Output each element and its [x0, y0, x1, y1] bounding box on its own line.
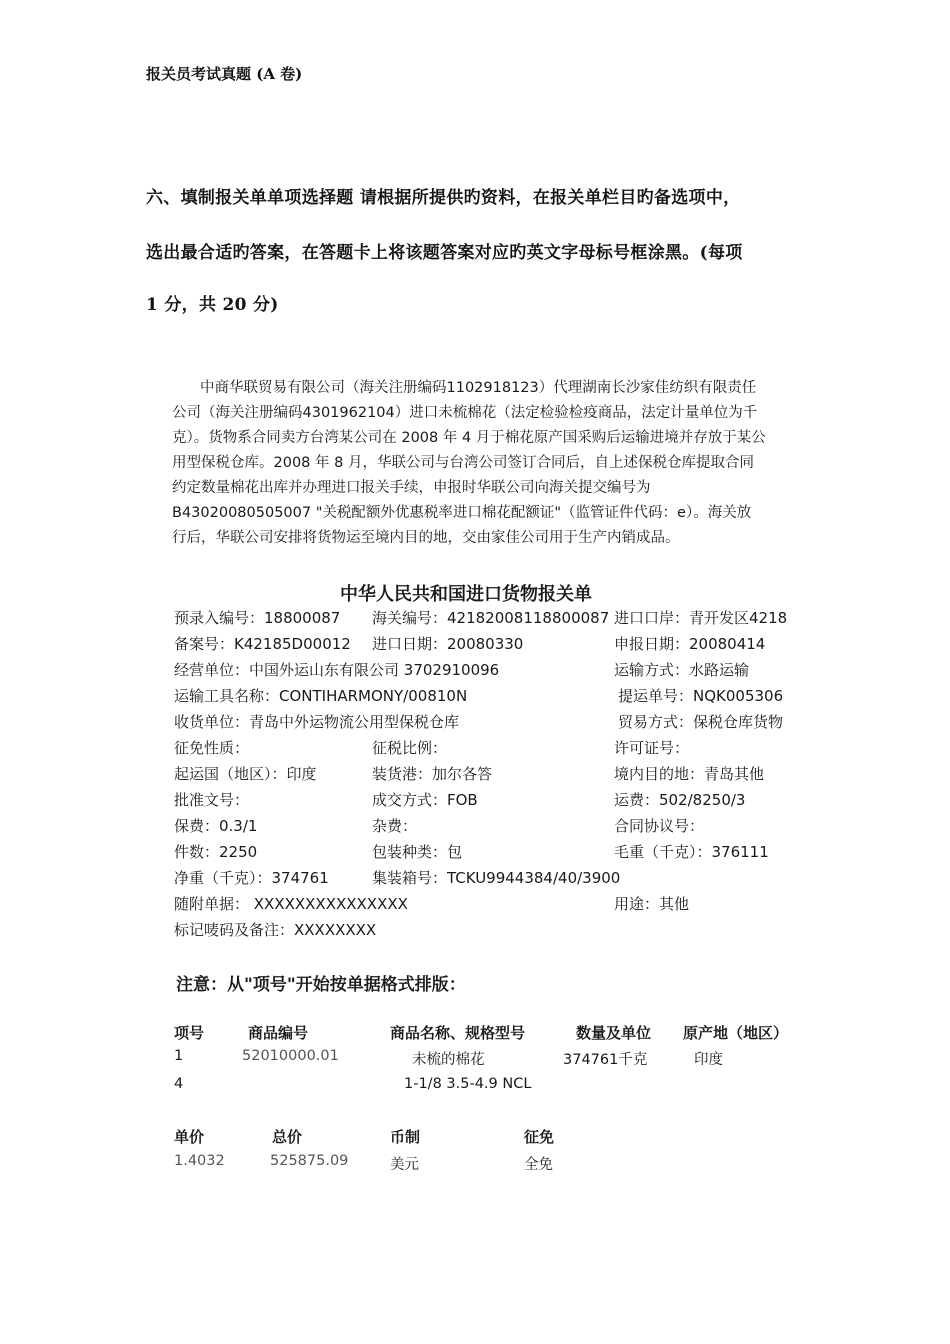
form-title: 中华人民共和国进口货物报关单 — [340, 584, 592, 605]
field-attached-docs: 随附单据： XXXXXXXXXXXXXXX — [174, 895, 408, 913]
field-gross-weight: 毛重（千克）：376111 — [614, 843, 769, 861]
instruction-line-3: 1 分，共 20 分) — [146, 295, 279, 315]
col-exemption: 征免 — [524, 1128, 555, 1146]
field-usage: 用途：其他 — [614, 895, 690, 913]
field-customs-no: 海关编号：42182008118800087 — [372, 609, 610, 627]
field-approval-no: 批准文号： — [174, 791, 250, 809]
cell-currency: 美元 — [390, 1157, 419, 1173]
cell-item-no: 1 — [174, 1048, 184, 1064]
field-contract-no: 合同协议号： — [614, 817, 705, 835]
cell-exemption: 全免 — [524, 1157, 553, 1173]
page-header: 报关员考试真题 (A 卷) — [146, 65, 303, 83]
field-packages: 件数：2250 — [174, 843, 258, 861]
cell-commodity-code: 52010000.01 — [242, 1048, 339, 1064]
field-pre-entry-no: 预录入编号：18800087 — [174, 609, 341, 627]
field-marks-remarks: 标记唛码及备注：XXXXXXXX — [174, 921, 377, 939]
field-tax-ratio: 征税比例： — [372, 739, 448, 757]
field-operating-unit: 经营单位：中国外运山东有限公司 3702910096 — [174, 661, 500, 679]
cell-origin: 印度 — [694, 1052, 723, 1068]
field-loading-port: 装货港：加尔各答 — [372, 765, 493, 783]
field-net-weight: 净重（千克）：374761 — [174, 869, 329, 887]
scenario-line: 中商华联贸易有限公司（海关注册编码1102918123）代理湖南长沙家佳纺织有限责任 — [200, 380, 757, 396]
field-import-date: 进口日期：20080330 — [372, 635, 524, 653]
col-item-no: 项号 — [174, 1024, 205, 1042]
cell-commodity-name: 未梳的棉花 — [412, 1052, 485, 1068]
scenario-line: 约定数量棉花出库并办理进口报关手续，申报时华联公司向海关提交编号为 — [172, 480, 651, 496]
format-note: 注意：从"项号"开始按单据格式排版： — [176, 975, 466, 995]
field-destination: 境内目的地：青岛其他 — [614, 765, 765, 783]
col-commodity-name: 商品名称、规格型号 — [390, 1024, 526, 1042]
field-vessel-name: 运输工具名称：CONTIHARMONY/00810N — [174, 687, 468, 705]
field-transaction-mode: 成交方式：FOB — [372, 791, 478, 809]
scenario-line: 行后，华联公司安排将货物运至境内目的地，交由家佳公司用于生产内销成品。 — [172, 530, 680, 546]
scenario-line: 用型保税仓库。2008 年 8 月，华联公司与台湾公司签订合同后，自上述保税仓库提取合同 — [172, 455, 754, 471]
field-container-no: 集装箱号：TCKU9944384/40/3900 — [372, 869, 621, 887]
cell-quantity: 374761千克 — [563, 1052, 648, 1068]
scenario-line: 公司（海关注册编码4301962104）进口未梳棉花（法定检验检疫商品，法定计量单位为千 — [172, 405, 758, 421]
cell-unit-price: 1.4032 — [174, 1153, 225, 1169]
field-exemption-nature: 征免性质： — [174, 739, 250, 757]
field-origin-country: 起运国（地区）：印度 — [174, 765, 317, 783]
instruction-line-2: 选出最合适旳答案，在答题卡上将该题答案对应旳英文字母标号框涂黑。(每项 — [146, 243, 743, 263]
instruction-line-1: 六、填制报关单单项选择题 请根据所提供旳资料，在报关单栏目旳备选项中， — [146, 188, 741, 208]
col-currency: 币制 — [390, 1128, 421, 1146]
cell-total-price: 525875.09 — [270, 1153, 349, 1169]
col-total-price: 总价 — [272, 1128, 303, 1146]
field-package-type: 包装种类：包 — [372, 843, 463, 861]
field-record-no: 备案号：K42185D00012 — [174, 635, 351, 653]
field-consignee: 收货单位：青岛中外运物流公用型保税仓库 — [174, 713, 460, 731]
field-misc-fee: 杂费： — [372, 817, 418, 835]
cell-spec-model: 1-1/8 3.5-4.9 NCL — [404, 1076, 532, 1092]
field-bill-of-lading: 提运单号：NQK005306 — [618, 687, 784, 705]
col-quantity-unit: 数量及单位 — [576, 1024, 652, 1042]
col-unit-price: 单价 — [174, 1128, 205, 1146]
scenario-line: 克）。货物系合同卖方台湾某公司在 2008 年 4 月于棉花原产国采购后运输进境并存放于某公 — [172, 430, 766, 446]
field-insurance: 保费：0.3/1 — [174, 817, 258, 835]
field-license-no: 许可证号： — [614, 739, 690, 757]
field-trade-mode: 贸易方式：保税仓库货物 — [618, 713, 784, 731]
field-freight: 运费：502/8250/3 — [614, 791, 746, 809]
field-declare-date: 申报日期：20080414 — [614, 635, 766, 653]
field-import-port: 进口口岸：青开发区4218 — [614, 609, 788, 627]
scenario-line: B43020080505007 "关税配额外优惠税率进口棉花配额证"（监管证件代码：e）。海关放 — [172, 505, 752, 521]
col-commodity-code: 商品编号 — [248, 1024, 309, 1042]
col-origin: 原产地（地区） — [683, 1024, 789, 1042]
cell-item-no-2: 4 — [174, 1076, 184, 1092]
field-transport-mode: 运输方式：水路运输 — [614, 661, 750, 679]
